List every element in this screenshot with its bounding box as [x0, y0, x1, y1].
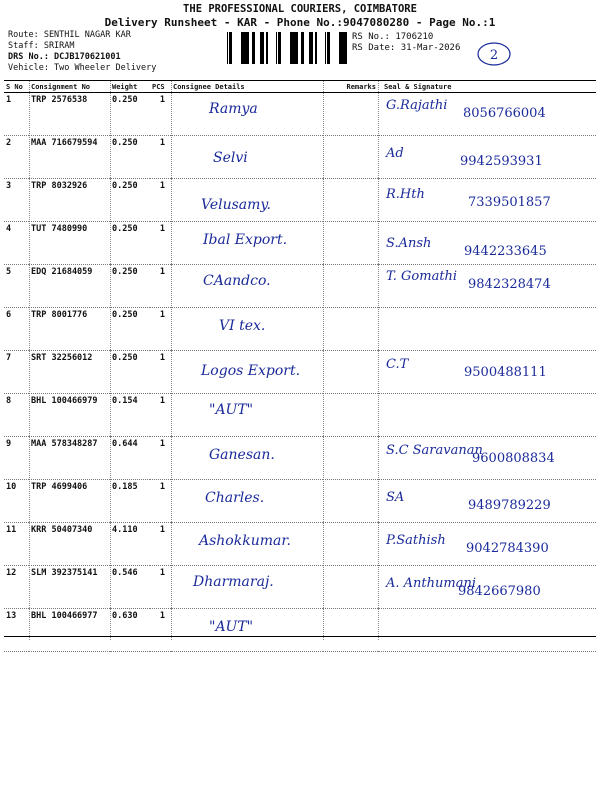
row-seal-signature [378, 523, 596, 566]
row-consignment-no: MAA 578348287 [29, 437, 110, 480]
table-row [4, 394, 596, 437]
row-seal-signature [378, 222, 596, 265]
consignee-handwriting: "AUT" [209, 619, 254, 635]
row-remarks [323, 179, 378, 222]
row-consignee [171, 136, 323, 179]
row-consignment-no: SRT 32256012 [29, 351, 110, 394]
row-sno: 2 [4, 136, 29, 179]
row-pcs: 1 [150, 179, 171, 222]
row-weight: 0.546 [110, 566, 150, 609]
consignee-handwriting: Ganesan. [209, 447, 275, 463]
row-sno: 5 [4, 265, 29, 308]
row-consignment-no: KRR 50407340 [29, 523, 110, 566]
row-consignment-no: TRP 8001776 [29, 308, 110, 351]
table-row [4, 308, 596, 351]
runsheet-meta-left [8, 30, 156, 74]
table-row [4, 566, 596, 609]
consignee-handwriting: "AUT" [209, 402, 254, 418]
row-consignee [171, 437, 323, 480]
row-seal-signature [378, 480, 596, 523]
row-pcs: 1 [150, 222, 171, 265]
row-seal-signature [378, 351, 596, 394]
table-row [4, 265, 596, 308]
row-consignee [171, 222, 323, 265]
row-seal-signature [378, 609, 596, 652]
signature: C.T [386, 357, 409, 372]
row-remarks [323, 222, 378, 265]
row-remarks [323, 93, 378, 136]
table-row [4, 351, 596, 394]
consignee-handwriting: Velusamy. [201, 197, 271, 213]
row-pcs: 1 [150, 523, 171, 566]
rs-number: RS No.: 1706210 [352, 32, 434, 42]
row-seal-signature [378, 566, 596, 609]
signature: SA [386, 490, 405, 505]
consignee-handwriting: Selvi [213, 150, 248, 166]
consignee-handwriting: Ibal Export. [203, 232, 288, 248]
col-seal-signature: Seal & Signature [378, 81, 596, 93]
consignee-handwriting: Ramya [209, 101, 258, 117]
page-mark-number: 2 [489, 48, 499, 63]
row-consignee [171, 179, 323, 222]
row-consignee [171, 308, 323, 351]
row-remarks [323, 566, 378, 609]
row-pcs: 1 [150, 265, 171, 308]
runsheet-table [4, 80, 596, 652]
consignee-handwriting: Dharmaraj. [193, 574, 274, 590]
runsheet-subtitle: Delivery Runsheet - KAR - Phone No.:9047080280 - Page No.:1 [104, 16, 496, 29]
row-sno: 7 [4, 351, 29, 394]
table-row [4, 480, 596, 523]
table-row [4, 523, 596, 566]
phone-number: 8056766004 [463, 106, 546, 121]
row-weight: 0.250 [110, 222, 150, 265]
table-row [4, 136, 596, 179]
row-weight: 0.250 [110, 265, 150, 308]
row-seal-signature [378, 394, 596, 437]
row-remarks [323, 351, 378, 394]
row-pcs: 1 [150, 566, 171, 609]
consignee-handwriting: CAandco. [203, 273, 271, 289]
row-pcs: 1 [150, 394, 171, 437]
signature: S.C Saravanan [386, 443, 483, 458]
signature: P.Sathish [386, 533, 446, 548]
row-weight: 0.185 [110, 480, 150, 523]
row-remarks [323, 523, 378, 566]
row-remarks [323, 609, 378, 652]
table-header-row [4, 81, 596, 93]
row-consignment-no: BHL 100466979 [29, 394, 110, 437]
page-mark [476, 40, 512, 68]
row-sno: 3 [4, 179, 29, 222]
phone-number: 9442233645 [464, 244, 547, 259]
staff: Staff: SRIRAM [8, 41, 75, 51]
row-seal-signature [378, 265, 596, 308]
row-weight: 0.250 [110, 179, 150, 222]
signature: T. Gomathi [386, 269, 458, 284]
phone-number: 9942593931 [460, 154, 543, 169]
row-weight: 0.250 [110, 351, 150, 394]
signature: Ad [386, 146, 404, 161]
barcode [226, 32, 348, 64]
row-sno: 1 [4, 93, 29, 136]
row-consignee [171, 609, 323, 652]
table-row [4, 93, 596, 136]
row-consignee [171, 523, 323, 566]
company-name: THE PROFESSIONAL COURIERS, COIMBATORE [183, 3, 417, 15]
row-sno: 4 [4, 222, 29, 265]
row-remarks [323, 308, 378, 351]
row-weight: 4.110 [110, 523, 150, 566]
table-row [4, 222, 596, 265]
route: Route: SENTHIL NAGAR KAR [8, 30, 131, 40]
row-consignment-no: TRP 4699406 [29, 480, 110, 523]
phone-number: 9042784390 [466, 541, 549, 556]
col-consignment: Consignment No [29, 81, 110, 93]
phone-number: 9600808834 [472, 451, 555, 466]
row-weight: 0.644 [110, 437, 150, 480]
row-pcs: 1 [150, 437, 171, 480]
runsheet-meta-right [352, 32, 460, 54]
col-remarks: Remarks [323, 81, 378, 93]
row-sno: 8 [4, 394, 29, 437]
row-consignee [171, 93, 323, 136]
row-consignee [171, 265, 323, 308]
signature: G.Rajathi [386, 98, 448, 113]
row-consignment-no: TUT 7480990 [29, 222, 110, 265]
row-weight: 0.250 [110, 93, 150, 136]
row-remarks [323, 136, 378, 179]
runsheet-header [0, 0, 600, 29]
row-pcs: 1 [150, 609, 171, 652]
phone-number: 9500488111 [464, 365, 547, 380]
signature: R.Hth [386, 187, 425, 202]
row-sno: 9 [4, 437, 29, 480]
table-row [4, 609, 596, 652]
signature: S.Ansh [386, 236, 432, 251]
row-sno: 11 [4, 523, 29, 566]
row-consignee [171, 351, 323, 394]
row-seal-signature [378, 437, 596, 480]
row-consignment-no: BHL 100466977 [29, 609, 110, 652]
consignee-handwriting: Charles. [205, 490, 265, 506]
row-seal-signature [378, 308, 596, 351]
phone-number: 9842667980 [458, 584, 541, 599]
row-remarks [323, 394, 378, 437]
col-pcs: PCS [150, 81, 171, 93]
row-weight: 0.154 [110, 394, 150, 437]
row-consignment-no: SLM 392375141 [29, 566, 110, 609]
row-pcs: 1 [150, 480, 171, 523]
row-remarks [323, 480, 378, 523]
row-consignment-no: TRP 8032926 [29, 179, 110, 222]
col-consignee: Consignee Details [171, 81, 323, 93]
table-bottom-rule [4, 636, 596, 637]
table-row [4, 437, 596, 480]
phone-number: 7339501857 [468, 195, 551, 210]
consignee-handwriting: VI tex. [219, 318, 266, 334]
row-consignment-no: EDQ 21684059 [29, 265, 110, 308]
drs-number: DRS No.: DCJB170621001 [8, 52, 121, 62]
rs-date: RS Date: 31-Mar-2026 [352, 43, 461, 53]
row-weight: 0.630 [110, 609, 150, 652]
row-consignee [171, 566, 323, 609]
row-pcs: 1 [150, 136, 171, 179]
row-pcs: 1 [150, 351, 171, 394]
col-sno: S No [4, 81, 29, 93]
row-seal-signature [378, 179, 596, 222]
phone-number: 9842328474 [468, 277, 551, 292]
row-seal-signature [378, 136, 596, 179]
row-weight: 0.250 [110, 308, 150, 351]
row-sno: 10 [4, 480, 29, 523]
table-row [4, 179, 596, 222]
row-sno: 6 [4, 308, 29, 351]
row-pcs: 1 [150, 93, 171, 136]
signature: A. Anthumani [386, 576, 476, 591]
row-seal-signature [378, 93, 596, 136]
row-weight: 0.250 [110, 136, 150, 179]
row-remarks [323, 265, 378, 308]
col-weight: Weight [110, 81, 150, 93]
row-sno: 12 [4, 566, 29, 609]
row-consignment-no: MAA 716679594 [29, 136, 110, 179]
row-consignee [171, 394, 323, 437]
row-pcs: 1 [150, 308, 171, 351]
row-sno: 13 [4, 609, 29, 652]
row-consignee [171, 480, 323, 523]
consignee-handwriting: Ashokkumar. [199, 533, 291, 549]
row-remarks [323, 437, 378, 480]
phone-number: 9489789229 [468, 498, 551, 513]
consignee-handwriting: Logos Export. [201, 363, 301, 379]
row-consignment-no: TRP 2576538 [29, 93, 110, 136]
vehicle: Vehicle: Two Wheeler Delivery [8, 63, 157, 73]
